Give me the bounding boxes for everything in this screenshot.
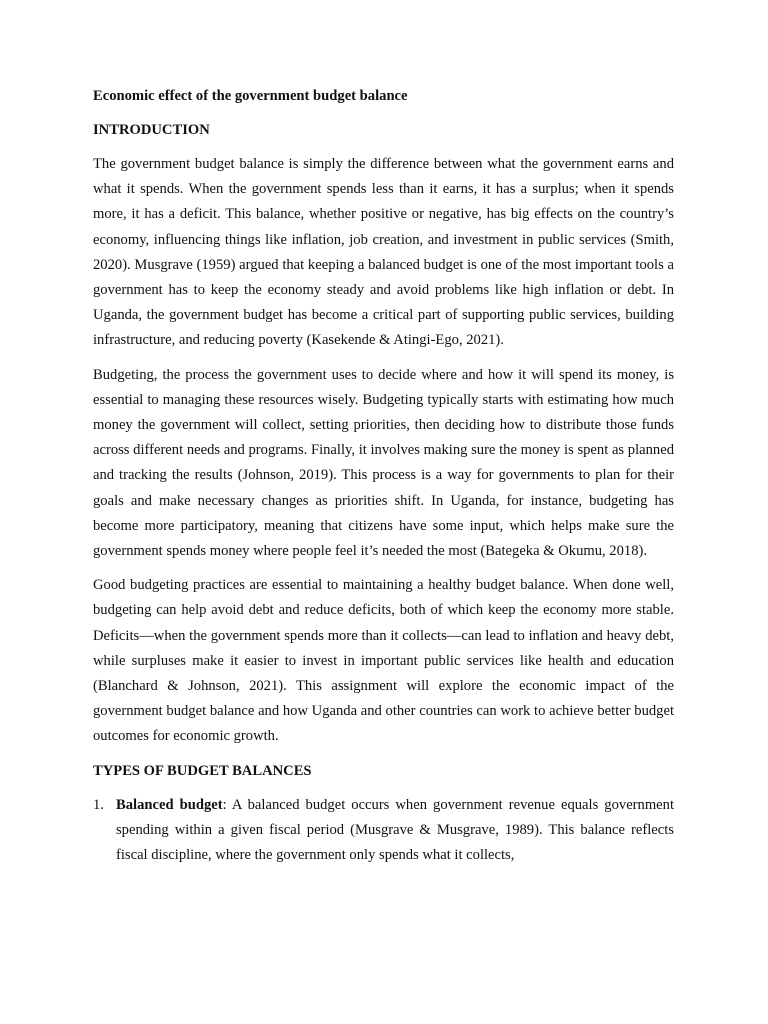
document-title: Economic effect of the government budget balance xyxy=(93,88,408,104)
intro-paragraph-3: Good budgeting practices are essential to maintaining a healthy budget balance. When done well, budgeting can help avoid debt and reduce deficits, both of which keep the economy more stable. Deficits—when the government spends more than it collects—can lead to inflation and heavy debt, while surpluses make it easier to invest in important public services like health and education (Blanchard & Johnson, 2021). This assignment will explore the economic impact of the government budget balance and how Uganda and other countries can work to achieve better budget outcomes for economic growth. xyxy=(93,577,674,745)
list-item-term: Balanced budget xyxy=(116,796,223,813)
section-heading-introduction: INTRODUCTION xyxy=(93,122,210,138)
budget-types-list xyxy=(93,793,674,869)
list-item-number: 1. xyxy=(93,796,104,813)
list-item-text: : A balanced budget occurs when government revenue equals government spending within a given fiscal period (Musgrave & Musgrave, 1989). This balance reflects fiscal discipline, where the government only spends what it collects, xyxy=(116,796,675,864)
intro-paragraph-1: The government budget balance is simply the difference between what the government earns and what it spends. When the government spends less than it earns, it has a surplus; when it spends more, it has a deficit. This balance, whether positive or negative, has big effects on the country’s economy, influencing things like inflation, job creation, and investment in public services (Smith, 2020). Musgrave (1959) argued that keeping a balanced budget is one of the most important tools a government has to keep the economy steady and avoid problems like high inflation or debt. In Uganda, the government budget has become a critical part of supporting public services, building infrastructure, and reducing poverty (Kasekende & Atingi-Ego, 2021). xyxy=(93,156,674,349)
list-item xyxy=(93,793,674,869)
document-page xyxy=(93,84,674,868)
section-heading-types: TYPES OF BUDGET BALANCES xyxy=(93,762,312,779)
intro-paragraph-2: Budgeting, the process the government uses to decide where and how it will spend its money, is essential to managing these resources wisely. Budgeting typically starts with estimating how much money the government will collect, setting priorities, then deciding how to distribute those funds across different needs and programs. Finally, it involves making sure the money is spent as planned and tracking the results (Johnson, 2019). This process is a way for governments to plan for their goals and make necessary changes as priorities shift. In Uganda, for instance, budgeting has become more participatory, meaning that citizens have some input, which helps make sure the government spends money where people feel it’s needed the most (Bategeka & Okumu, 2018). xyxy=(93,366,674,560)
